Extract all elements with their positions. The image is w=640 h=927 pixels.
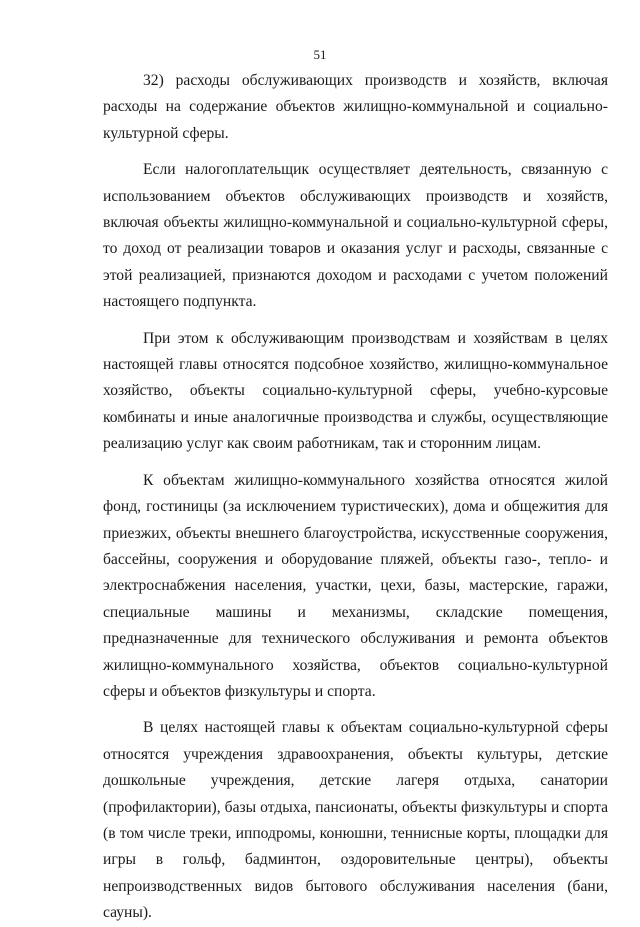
paragraph-item-32: 32) расходы обслуживающих производств и хозяйств, включая расходы на содержание объектов жилищно-коммунальной и социально-культурной сферы. bbox=[103, 72, 608, 142]
paragraph-housing-utilities-objects: К объектам жилищно-коммунального хозяйства относятся жилой фонд, гостиницы (за исключением туристических), дома и общежития для приезжих, объекты внешнего благоустройства, искусственные сооружения, бассейны, сооружения и оборудование пляжей, объекты газо-, тепло- и электроснабжения населения, участки, цехи, базы, мастерские, гаражи, специальные машины и механизмы, складские помещения, предназначенные для технического обслуживания и ремонта объектов жилищно-коммунального хозяйства, объектов социально-культурной сферы и объектов физкультуры и спорта. bbox=[103, 471, 608, 700]
page-number: 51 bbox=[313, 47, 327, 62]
paragraph-service-activities: Если налогоплательщик осуществляет деятельность, связанную с использованием объектов обслуживающих производств и хозяйств, включая объекты жилищно-коммунальной и социально-культурной сферы, то доход от реализации товаров и оказания услуг и расходы, связанные с этой реализацией, признаются доходом и расходами с учетом положений настоящего подпункта. bbox=[103, 161, 608, 311]
body-text bbox=[103, 68, 608, 927]
paragraph-service-production-definition: При этом к обслуживающим производствам и хозяйствам в целях настоящей главы относятся подсобное хозяйство, жилищно-коммунальное хозяйство, объекты социально-культурной сферы, учебно-курсовые комбинаты и иные аналогичные производства и службы, осуществляющие реализацию услуг как своим работникам, так и сторонним лицам. bbox=[103, 329, 608, 453]
paragraph-social-cultural-objects: В целях настоящей главы к объектам социально-культурной сферы относятся учреждения здравоохранения, объекты культуры, детские дошкольные учреждения, детские лагеря отдыха, санатории (профилактории), базы отдыха, пансионаты, объекты физкультуры и спорта (в том числе треки, ипподромы, конюшни, теннисные корты, площадки для игры в гольф, бадминтон, оздоровительные центры), объекты непроизводственных видов бытового обслуживания населения (бани, сауны). bbox=[103, 719, 608, 922]
